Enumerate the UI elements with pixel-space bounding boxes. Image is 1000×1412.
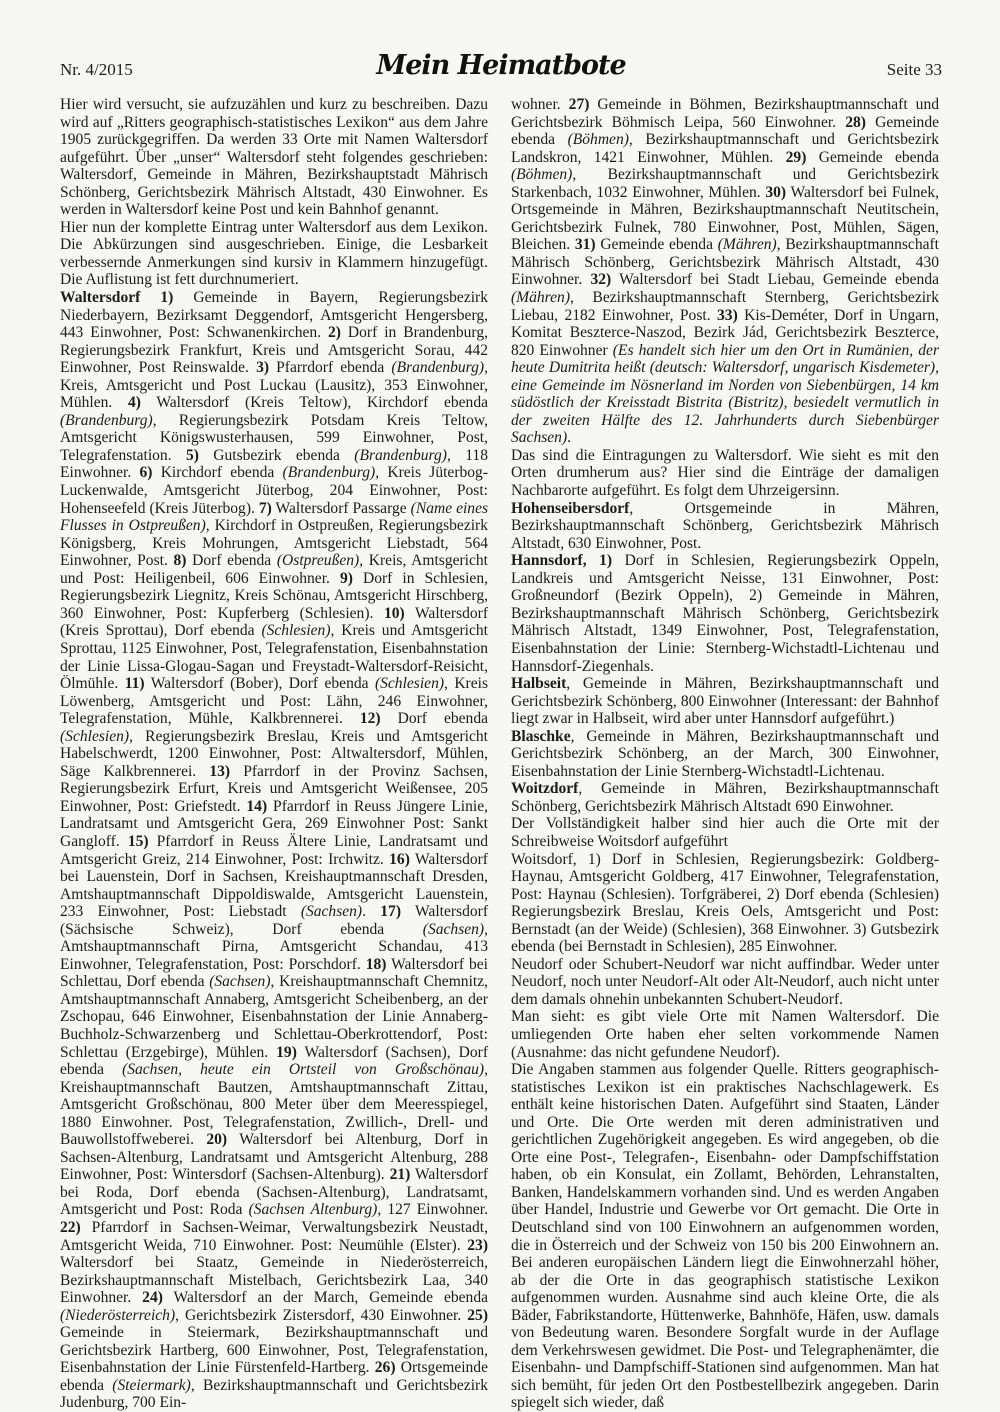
text-run: Gemeinde in Bayern, Regierungsbezirk Niederbayern, Bezirksamt Deggendorf, Amtsgericht Hengersberg, 443 Einwohner, Post: Schwanenkirchen.	[60, 289, 488, 342]
bold-text: 10)	[383, 604, 405, 622]
italic-text: (Niederösterreich)	[60, 1306, 176, 1324]
paragraph	[60, 219, 488, 289]
text-run: Woitsdorf, 1) Dorf in Schlesien, Regierungsbezirk: Goldberg-Haynau, Amtsgericht Goldberg, 417 Einwohner, Telegrafenstation, Post: Haynau (Schlesien). Torfgräberei, 2) Dorf ebenda (Schlesien) Regierungsbezirk Breslau, Kreis Oels, Amtsgericht und Post: Bernstadt (an der Weide) (Schlesien), 368 Einwohner. 3) Gutsbezirk ebenda (bei Bernstadt in Schlesien), 285 Einwohner.	[511, 850, 939, 956]
bold-text: 31)	[574, 236, 596, 254]
text-run: Der Vollständigkeit halber sind hier auch die Orte mit der Schreibweise Woitsdorf aufgeführt	[511, 815, 939, 850]
bold-text: Hannsdorf, 1)	[511, 552, 613, 570]
italic-text: (Sachsen)	[209, 973, 271, 991]
bold-text: Woitzdorf	[511, 780, 579, 798]
text-run: , Regierungsbezirk Breslau, Kreis und Amtsgericht Habelschwerdt, 1200 Einwohner, Post: Altwaltersdorf, Mühlen, Säge Kalkbrennerei.	[60, 727, 488, 780]
italic-text: (Schlesien)	[374, 675, 445, 693]
bold-text: 19)	[276, 1043, 297, 1061]
text-run: .	[567, 429, 572, 447]
italic-text: (Es handelt sich hier um den Ort in Rumänien, der heute Dumitrita heißt (deutsch: Waltersdorf, ungarisch Kisdemeter), eine Gemeinde im Nösnerland im Norden von Siebenbürgen, 14 km südöstlich der Kreisstadt Bistrita (Bistritz), besiedelt vermutlich in der zweiten Hälfte des 12. Jahrhunderts durch Siebenbürger Sachsen)	[511, 341, 939, 447]
italic-text: (Böhmen)	[511, 166, 573, 184]
italic-text: (Schlesien)	[60, 727, 130, 745]
text-run: , 118 Einwohner.	[60, 446, 488, 482]
bold-text: 16)	[389, 850, 410, 868]
paragraph	[511, 500, 939, 553]
bold-text: 28)	[845, 113, 866, 131]
bold-text: 29)	[785, 148, 807, 166]
text-run: Waltersdorf bei Stadt Liebau, Gemeinde ebenda	[611, 271, 939, 289]
text-run: Kis-Deméter, Dorf in Ungarn, Komitat Beszterce-Naszod, Bezirk Jád, Gerichtsbezirk Beszterce, 820 Einwohner	[511, 306, 939, 359]
bold-text: 12)	[359, 710, 381, 728]
paragraph	[511, 815, 939, 850]
text-run: Waltersdorf an der March, Gemeinde ebenda	[162, 1289, 489, 1307]
text-run: , Bezirkshauptmannschaft und Gerichtsbezirk Judenburg, 700 Ein-	[60, 1376, 488, 1412]
italic-text: (Name eines Flusses in Ostpreußen)	[60, 499, 489, 535]
text-run: Gemeinde in Böhmen, Bezirkshauptmannschaft und Gerichtsbezirk Böhmisch Leipa, 560 Einwohner.	[511, 96, 940, 131]
text-run: , Kreis Löwenberg, Amtsgericht und Post: Lähn, 246 Einwohner, Telegrafenstation, Mühle, Kalkbrennerei.	[60, 675, 488, 728]
bold-text: 6)	[139, 464, 153, 482]
text-run: , Gemeinde in Mähren, Bezirkshauptmannschaft und Gerichtsbezirk Schönberg, 800 Einwohner (Interessant: der Bahnhof liegt zwar in Halbseit, wird aber unter Hannsdorf aufgeführt.)	[511, 675, 939, 728]
italic-text: (Steiermark)	[112, 1376, 191, 1394]
text-run: , Gemeinde in Mähren, Bezirkshauptmannschaft und Gerichtsbezirk Schönberg, an der March, 300 Einwohner, Eisenbahnstation der Linie Sternberg-Wichstadtl-Lichtenau.	[511, 727, 939, 780]
text-run: Waltersdorf bei Schlettau, Dorf ebenda	[60, 955, 488, 991]
italic-text: (Brandenburg)	[354, 446, 447, 464]
text-run: Waltersdorf Passarge	[271, 499, 411, 517]
text-run: Dorf in Schlesien, Regierungsbezirk Liegnitz, Kreis Schönau, Amtsgericht Hirschberg, 360 Einwohner, Post: Kupferberg (Schlesien).	[60, 569, 488, 622]
bold-text: 24)	[142, 1289, 163, 1307]
text-run: , Kreis Jüterbog-Luckenwalde, Amtsgericht Jüterbog, 204 Einwohner, Post: Hohenseefeld (Kreis Jüterbog).	[60, 464, 488, 517]
text-run: Gemeinde ebenda	[511, 113, 940, 149]
text-run: Dorf ebenda	[186, 552, 277, 570]
magazine-logo: Mein Heimatbote	[376, 50, 626, 81]
text-run: Pfarrdorf in der Provinz Sachsen, Regierungsbezirk Erfurt, Kreis und Amtsgericht Weißensee, 205 Einwohner, Post: Griefstedt.	[60, 762, 488, 815]
bold-text: 15)	[127, 832, 149, 850]
page-header	[60, 50, 942, 94]
italic-text: (Sachsen Altenburg)	[248, 1201, 378, 1219]
text-run: Das sind die Eintragungen zu Waltersdorf. Wie sieht es mit den Orten drumherum aus? Hier sind die Einträge der damaligen Nachbarorte aufgeführt. Es folgt dem Uhrzeigersinn.	[511, 446, 939, 500]
text-run: Waltersdorf (Sachsen), Dorf ebenda	[60, 1043, 489, 1079]
bold-text: 20)	[206, 1131, 228, 1149]
text-run: Waltersdorf (Kreis Teltow), Kirchdorf ebenda	[140, 394, 488, 412]
bold-text: Waltersdorf 1)	[60, 289, 174, 307]
text-run: Waltersdorf bei Staatz, Gemeinde in Niederösterreich, Bezirkshauptmannschaft Mistelbach, Gerichtsbezirk Laa, 340 Einwohner.	[60, 1254, 488, 1307]
bold-text: 17)	[380, 903, 402, 921]
paragraph	[511, 96, 939, 447]
text-run: Gemeinde in Steiermark, Bezirkshauptmannschaft und Gerichtsbezirk Hartberg, 600 Einwohner, Post, Telegrafenstation, Eisenbahnstation der Linie Fürstenfeld-Hartberg.	[60, 1324, 488, 1377]
page-number: Seite 33	[886, 60, 942, 79]
text-run: Hier nun der komplette Eintrag unter Waltersdorf aus dem Lexikon. Die Abkürzungen sind ausgeschrieben. Einige, die Lesbarkeit verbessernde Anmerkungen sind kursiv in Klammern hinzugefügt. Die Auflistung ist fett durchnumeriert.	[60, 218, 488, 289]
text-run: Waltersdorf (Kreis Sprottau), Dorf ebenda	[60, 604, 488, 640]
bold-text: Blaschke	[511, 727, 571, 745]
text-run: , 127 Einwohner.	[377, 1201, 488, 1219]
bold-text: 30)	[765, 183, 787, 201]
text-run: Gemeinde ebenda	[595, 236, 718, 254]
text-run: Gutsbezirk ebenda	[198, 446, 355, 464]
paragraph	[511, 780, 939, 815]
bold-text: 22)	[60, 1219, 81, 1236]
text-run: Kirchdorf ebenda	[152, 464, 283, 482]
bold-text: 27)	[568, 96, 590, 113]
paragraph	[511, 447, 939, 500]
text-run: .	[362, 903, 381, 921]
text-run: Pfarrdorf in Reuss Jüngere Linie, Landratsamt und Amtsgericht Gera, 269 Einwohner Post: Sankt Gangloff.	[60, 797, 488, 850]
paragraph	[511, 1008, 939, 1061]
text-run: , Kreis, Amtsgericht und Post: Heiligenbeil, 606 Einwohner.	[60, 552, 488, 587]
text-run: , Bezirkshauptmannschaft und Gerichtsbezirk Landskron, 1421 Einwohner, Mühlen.	[511, 131, 939, 166]
bold-text: 18)	[365, 955, 387, 973]
bold-text: 23)	[467, 1236, 488, 1254]
bold-text: Hohenseibersdorf	[511, 499, 630, 517]
text-run: , Regierungsbezirk Potsdam Kreis Teltow, Amtsgericht Königswusterhausen, 599 Einwohner, Post, Telegrafenstation.	[60, 411, 488, 464]
bold-text: 13)	[209, 762, 231, 780]
paragraph	[511, 552, 939, 675]
bold-text: 5)	[185, 446, 199, 464]
paragraph	[511, 675, 939, 728]
bold-text: 11)	[124, 675, 145, 693]
text-run: Waltersdorf bei Roda, Dorf ebenda (Sachsen-Altenburg), Landratsamt, Amtsgericht und Post: Roda	[60, 1166, 488, 1219]
text-run: , Kreishauptmannschaft Chemnitz, Amtshauptmannschaft Annaberg, Amtsgericht Scheibenberg, an der Zschopau, 646 Einwohner, Eisenbahnstation der Linie Annaberg-Buchholz-Schwarzenberg und Schlettau-Oberkrottendorf, Post: Schlettau (Erzgebirge), Mühlen.	[60, 973, 489, 1061]
text-run: Man sieht: es gibt viele Orte mit Namen Waltersdorf. Die umliegenden Orte haben eher selten vorkommende Namen (Ausnahme: das nicht gefundene Neudorf).	[511, 1008, 939, 1061]
italic-text: (Mähren)	[511, 289, 570, 307]
text-run: wohner.	[511, 96, 569, 113]
issue-number: Nr. 4/2015	[60, 60, 133, 79]
paragraph	[511, 728, 939, 781]
text-run: , Amtshauptmannschaft Pirna, Amtsgericht Schandau, 413 Einwohner, Telegrafenstation, Post: Porschdorf.	[60, 920, 488, 973]
bold-text: 9)	[339, 569, 353, 587]
text-run: , Bezirkshauptmannschaft und Gerichtsbezirk Starkenbach, 1032 Einwohner, Mühlen.	[511, 166, 939, 201]
bold-text: 25)	[467, 1306, 488, 1324]
bold-text: 32)	[590, 271, 612, 289]
bold-text: 33)	[717, 306, 738, 324]
bold-text: 7)	[258, 499, 272, 517]
text-run: , Ortsgemeinde in Mähren, Bezirkshauptmannschaft Schönberg, Gerichtsbezirk Mährisch Altstadt, 630 Einwohner, Post.	[511, 499, 939, 552]
text-run: , Bezirkshauptmannschaft Mährisch Schönberg, Gerichtsbezirk Mährisch Altstadt, 430 Einwohner.	[511, 236, 940, 289]
bold-text: Halbseit	[511, 675, 567, 693]
italic-text: (Brandenburg)	[282, 464, 376, 482]
text-run: Waltersdorf (Bober), Dorf ebenda	[144, 675, 375, 693]
bold-text: 2)	[328, 324, 341, 342]
text-run: Dorf ebenda	[380, 710, 488, 728]
text-run: Pfarrdorf in Reuss Ältere Linie, Landratsamt und Amtsgericht Greiz, 214 Einwohner, Post: Irchwitz.	[60, 832, 488, 868]
italic-text: (Mähren)	[717, 236, 777, 254]
bold-text: 8)	[173, 552, 187, 570]
italic-text: (Böhmen)	[567, 131, 629, 149]
right-column	[511, 96, 939, 1412]
bold-text: 3)	[256, 359, 270, 377]
text-run: Waltersdorf bei Fulnek, Ortsgemeinde in Mähren, Bezirkshauptmannschaft Neutitschein, Gerichtsbezirk Fulnek, 780 Einwohner, Post, Mühlen, Sägen, Bleichen.	[511, 183, 939, 254]
text-run: Waltersdorf bei Lauenstein, Dorf in Sachsen, Kreishauptmannschaft Dresden, Amtshauptmannschaft Dippoldiswalde, Amtsgericht Lauenstein, 233 Einwohner, Post: Liebstadt	[60, 850, 488, 921]
text-run: Pfarrdorf in Sachsen-Weimar, Verwaltungsbezirk Neustadt, Amtsgericht Weida, 710 Einwohner. Post: Neumühle (Elster).	[60, 1219, 488, 1254]
text-run: Waltersdorf (Sächsische Schweiz), Dorf ebenda	[60, 903, 488, 938]
paragraph	[60, 96, 488, 219]
text-run: Dorf in Brandenburg, Regierungsbezirk Frankfurt, Kreis und Amtsgericht Sorau, 442 Einwohner, Post Reinswalde.	[60, 324, 488, 377]
text-run: , Kreis und Amtsgericht Sprottau, 1125 Einwohner, Post, Telegrafenstation, Eisenbahnstation der Linie Lissa-Glogau-Sagan und Freystadt-Waltersdorf-Reisicht, Ölmühle.	[60, 622, 488, 693]
text-run: , Gemeinde in Mähren, Bezirkshauptmannschaft Schönberg, Gerichtsbezirk Mährisch Altstadt 690 Einwohner.	[511, 780, 939, 815]
text-run: Waltersdorf bei Altenburg, Dorf in Sachsen-Altenburg, Landratsamt und Amtsgericht Altenburg, 288 Einwohner, Post: Wintersdorf (Sachsen-Altenburg).	[60, 1131, 488, 1184]
italic-text: (Schlesien)	[261, 622, 331, 640]
bold-text: 14)	[246, 797, 268, 815]
text-run: , Gerichtsbezirk Zistersdorf, 430 Einwohner.	[175, 1306, 468, 1324]
paragraph	[511, 956, 939, 1009]
paragraph	[511, 1061, 939, 1412]
italic-text: (Brandenburg)	[391, 359, 485, 377]
text-run: , Kreis, Amtsgericht und Post Luckau (Lausitz), 353 Einwohner, Mühlen.	[60, 359, 488, 412]
text-run: , Kreishauptmannschaft Bautzen, Amtshauptmannschaft Zittau, Amtsgericht Großschönau, 800 Meter über dem Meeresspiegel, 1880 Einwohner. Post, Telegrafenstation, Zwillich-, Drell- und Bauwollstoffweberei.	[60, 1061, 488, 1149]
left-column	[60, 96, 488, 1412]
text-run: Ortsgemeinde ebenda	[60, 1359, 488, 1394]
paragraph	[60, 289, 488, 1412]
text-run: , Bezirkshauptmannschaft Sternberg, Gerichtsbezirk Liebau, 2182 Einwohner, Post.	[511, 289, 939, 324]
text-run: Hier wird versucht, sie aufzuzählen und kurz zu beschreiben. Dazu wird auf „Ritters geographisch-statistisches Lexikon“ aus dem Jahre 1905 zurückgegriffen. Da werden 33 Orte mit Namen Waltersdorf aufgeführt. Über „unser“ Waltersdorf steht folgendes geschrieben: Waltersdorf, Gemeinde in Mähren, Bezirkshauptstadt Mährisch Schönberg, Gerichtsbezirk Mährisch Altstadt, 430 Einwohner. Es werden in Waltersdorf keine Post und kein Bahnhof genannt.	[60, 96, 488, 219]
bold-text: 21)	[389, 1166, 411, 1184]
italic-text: (Ostpreußen)	[276, 552, 360, 570]
italic-text: (Sachsen)	[422, 920, 485, 938]
text-run: Pfarrdorf ebenda	[269, 359, 392, 377]
paragraph	[511, 851, 939, 956]
bold-text: 26)	[374, 1359, 396, 1377]
italic-text: (Sachsen)	[300, 903, 363, 921]
text-run: Gemeinde ebenda	[806, 148, 940, 166]
italic-text: (Brandenburg)	[60, 411, 153, 429]
text-run: , Kirchdorf in Ostpreußen, Regierungsbezirk Königsberg, Kreis Mohrungen, Amtsgericht Liebstadt, 564 Einwohner, Post.	[60, 517, 488, 570]
text-run: Neudorf oder Schubert-Neudorf war nicht auffindbar. Weder unter Neudorf, noch unter Neudorf-Alt oder Alt-Neudorf, auch nicht unter dem damals ohnehin unbekannten Schubert-Neudorf.	[511, 955, 939, 1008]
text-run: Dorf in Schlesien, Regierungsbezirk Oppeln, Landkreis und Amtsgericht Neisse, 131 Einwohner, Post: Großneundorf (Bezirk Oppeln), 2) Gemeinde in Mähren, Bezirkshauptmannschaft Mährisch Schönberg, Gerichtsbezirk Mährisch Altstadt, 1349 Einwohner, Post, Telegrafenstation, Eisenbahnstation der Linie: Sternberg-Wichstadtl-Lichtenau und Hannsdorf-Ziegenhals.	[511, 552, 939, 675]
italic-text: (Sachsen, heute ein Ortsteil von Großschönau)	[122, 1061, 485, 1079]
text-run: Die Angaben stammen aus folgender Quelle. Ritters geographisch-statistisches Lexikon ist ein praktisches Nachschlagewerk. Es enthält keine historischen Daten. Aufgeführt sind Staaten, Länder und Orte. Die Orte werden mit deren administrativen und gerichtlichen Zugehörigkeit angegeben. Es wird angegeben, ob die Orte eine Post-, Telegrafen-, Eisenbahn- oder Dampfschiffstation haben, ob ein Konsulat, ein Zollamt, Behörden, Lehranstalten, Banken, Handelskammern vorhanden sind. Und es werden Angaben über Handel, Industrie und Gewerbe vor Ort gemacht. Die Orte in Deutschland sind von 100 Einwohnern an aufgenommen worden, die in Österreich und der Schweiz von 150 bis 200 Einwohnern an. Bei anderen europäischen Ländern liegt die Einwohnerzahl höher, ab der die Orte in das geographisch statistische Lexikon aufgenommen wurden. Ausnahme sind auch kleine Orte, die als Bäder, Fabrikstandorte, Hüttenwerke, Bahnhöfe, Häfen, usw. damals von Bedeutung waren. Besondere Sorgfalt wurde in der Auflage dem Verkehrswesen gewidmet. Die Post- und Telegraphenämter, die Eisenbahn- und Dampfschiff-Stationen sind aufgenommen. Man hat sich bemüht, für jeden Ort den Postbestellbezirk angegeben. Darin spiegelt sich wieder, daß	[511, 1061, 939, 1412]
bold-text: 4)	[127, 394, 141, 412]
